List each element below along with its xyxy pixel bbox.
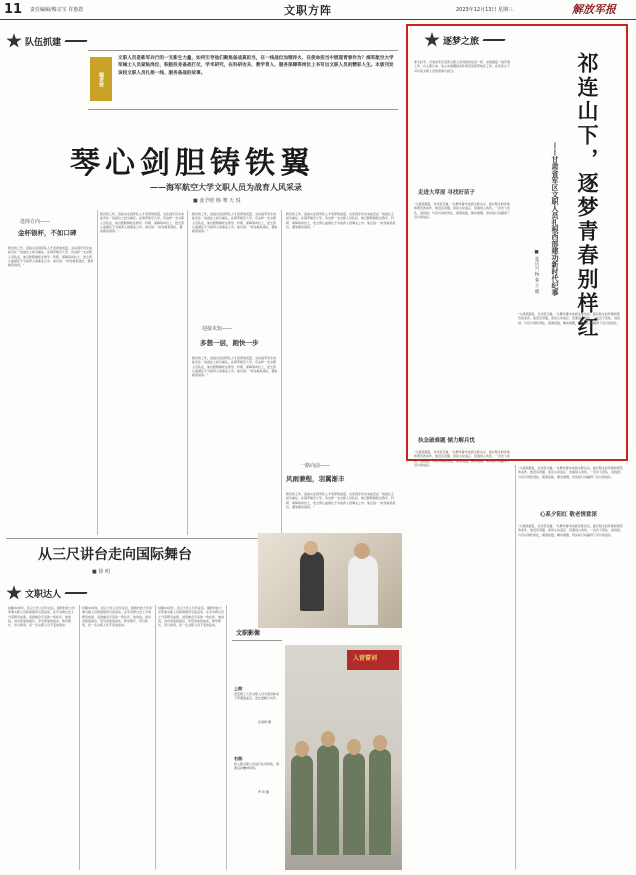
photo-training: 入营誓词	[285, 645, 402, 870]
col4-body-bottom: 教员的工作，直接关系到军队人才培养的质量，关系到学员未来能否在一线战位上担当重任。在海军航空大学，有这样一支文职人员队伍，他们默默耕耘在教学、科研、保障等岗位上，把全部心血倾注于为战育人的事业之中。他们说："讲台就是战位，课堂就是战场。"	[286, 492, 396, 509]
col1-body: 教员的工作，直接关系到军队人才培养的质量，关系到学员未来能否在一线战位上担当重任。在海军航空大学，有这样一支文职人员队伍，他们默默耕耘在教学、科研、保障等岗位上，把全部心血倾注于为战育人的事业之中。他们说："讲台就是战位，课堂就是战场。"	[8, 246, 94, 268]
caption2-text: 新入职文职人员进行队列训练，展现良好精神风貌。	[234, 762, 280, 771]
main-headline: 琴心剑胆铸铁翼	[70, 146, 315, 181]
story2-col3: 时隔30余年，武汉大学人员毕业后，国防科技大学军事文职人员积极组织交流活动，在学术研讨会上分享研究成果，受到参会专家的一致好评。他常说，讲台是他的战位，学员是他的战友，教学相长、学以致用，是一名文职人员不变的追求。	[158, 606, 224, 628]
right-col1-b: "大漠孤烟直，长河落日圆。"从繁华都市来到戈壁边关，面对陌生的环境和艰苦的条件，他没有退缩，而是主动适应、迅速进入角色。一次次下连队、进班排，与官兵同吃同住，摸清底数，解决难题，用实际行动赢得了官兵的信任。	[414, 450, 511, 467]
right-sub3: 心系夕阳红 敬老情意深	[540, 512, 597, 518]
caption2-credit: 罗 阿 摄	[258, 790, 269, 794]
sub2-kicker: 迎接未知——	[202, 326, 233, 332]
story2-col2: 时隔30余年，武汉大学人员毕业后，国防科技大学军事文职人员积极组织交流活动，在学术研讨会上分享研究成果，受到参会专家的一致好评。他常说，讲台是他的战位，学员是他的战友，教学相长、学以致用，是一名文职人员不变的追求。	[82, 606, 152, 628]
right-col2-b: "大漠孤烟直，长河落日圆。"从繁华都市来到戈壁边关，面对陌生的环境和艰苦的条件，他没有退缩，而是主动适应、迅速进入角色。一次次下连队、进班排，与官兵同吃同住，摸清底数，解决难题，用实际行动赢得了官兵的信任。	[518, 466, 624, 479]
right-col2-c: "大漠孤烟直，长河落日圆。"从繁华都市来到戈壁边关，面对陌生的环境和艰苦的条件，他没有退缩，而是主动适应、迅速进入角色。一次次下连队、进班排，与官兵同吃同住，摸清底数，解决难题，用实际行动赢得了官兵的信任。	[518, 524, 624, 537]
right-subheadline: ——甘肃省军区文职人员扎根西部建功新时代纪事	[551, 142, 560, 296]
col4-body-top: 教员的工作，直接关系到军队人才培养的质量，关系到学员未来能否在一线战位上担当重任。在海军航空大学，有这样一支文职人员队伍，他们默默耕耘在教学、科研、保障等岗位上，把全部心血倾注于为战育人的事业之中。他们说："讲台就是战位，课堂就是战场。"	[286, 212, 396, 229]
editor-line: 责任编辑/蔡宗宝 许惠恩	[30, 7, 84, 13]
star-icon	[6, 585, 22, 601]
sub3-title: 风雨兼程，羽翼渐丰	[286, 475, 345, 483]
star-icon	[424, 32, 440, 48]
story2-col1: 时隔30余年，武汉大学人员毕业后，国防科技大学军事文职人员积极组织交流活动，在学术研讨会上分享研究成果，受到参会专家的一致好评。他常说，讲台是他的战位，学员是他的战友，教学相长、学以致用，是一名文职人员不变的追求。	[8, 606, 75, 628]
caption1-credit: 张胡绣 摄	[258, 720, 271, 724]
byline: ■ 姜予晗 杨 骞 天 悦	[193, 198, 241, 204]
soldier-4	[369, 749, 391, 855]
right-headline: 祁连山下，逐梦青春别样红	[575, 52, 600, 340]
story2-byline: ■ 徐 明	[92, 569, 110, 575]
right-col1-a: "大漠孤烟直，长河落日圆。"从繁华都市来到戈壁边关，面对陌生的环境和艰苦的条件，他没有退缩，而是主动适应、迅速进入角色。一次次下连队、进班排，与官兵同吃同住，摸清底数，解决难题，用实际行动赢得了官兵的信任。	[414, 202, 511, 219]
page-number: 11	[4, 2, 23, 17]
intro-text: 文职人员是新军兵行的一支新生力量，如何引导他们聚焦备战真担当，在一线战位加钢淬火、在使命担当中展现青春作为？海军航空大学军械士人员紧贴岗位，积极投身备战打仗、学术研究，在科研攻关、教学育人、服务保障等岗位上书写出文职人员的精彩人生。本版刊发该校文职人员扎根一线、服务备战的故事。	[118, 56, 394, 76]
section-tag-dream: 逐梦之旅	[424, 32, 505, 48]
caption2-title: 右图：	[234, 756, 246, 761]
photo-blood-pressure	[258, 533, 402, 628]
soldier-2	[317, 745, 339, 855]
sub-headline: ——海军航空大学文职人员为战育人风采录	[150, 182, 302, 192]
section-tag-team: 队伍抓建	[6, 33, 87, 49]
story2-headline: 从三尺讲台走向国际舞台	[38, 547, 192, 563]
right-intro: 寒冬时节，甘肃省军区某部文职人员刘某如往常一样，来到基层一线开展工作。自入职以来，他主动请缨到条件艰苦的西部地区工作，在祁连山下书写着文职人员的青春与担当。	[414, 60, 511, 73]
star-icon	[6, 33, 22, 49]
page-header	[0, 0, 636, 20]
header-rule	[0, 19, 636, 20]
sub1-title: 金杯银杯，不如口碑	[18, 229, 77, 237]
editor-note-badge: 编者按	[90, 57, 112, 101]
right-sub2: 执念破难题 倾力解兵忧	[418, 438, 475, 444]
caption1-text: 西安理工大学文职人员为离退休老干部测量血压，送去温暖与关怀。	[234, 692, 280, 701]
intro-box	[88, 50, 398, 110]
caption1-title: 上图：	[234, 686, 246, 691]
col3-body-top: 教员的工作，直接关系到军队人才培养的质量，关系到学员未来能否在一线战位上担当重任。在海军航空大学，有这样一支文职人员队伍，他们默默耕耘在教学、科研、保障等岗位上，把全部心血倾注于为战育人的事业之中。他们说："讲台就是战位，课堂就是战场。"	[192, 212, 278, 234]
section-tag-talent: 文职达人	[6, 585, 87, 601]
sub2-title: 多想一层，跑快一步	[200, 339, 259, 347]
soldier-1	[291, 755, 313, 855]
right-sub1: 走进大草原 寻找好苗子	[418, 190, 475, 196]
masthead-logo: 解放军报	[572, 3, 616, 16]
right-col2-a: "大漠孤烟直，长河落日圆。"从繁华都市来到戈壁边关，面对陌生的环境和艰苦的条件，他没有退缩，而是主动适应、迅速进入角色。一次次下连队、进班排，与官兵同吃同住，摸清底数，解决难题，用实际行动赢得了官兵的信任。	[518, 312, 621, 325]
photo-person-1	[300, 551, 324, 611]
soldier-3	[343, 753, 365, 855]
col2-body: 教员的工作，直接关系到军队人才培养的质量，关系到学员未来能否在一线战位上担当重任。在海军航空大学，有这样一支文职人员队伍，他们默默耕耘在教学、科研、保障等岗位上，把全部心血倾注于为战育人的事业之中。他们说："讲台就是战位，课堂就是战场。"	[100, 212, 184, 234]
right-byline: ■ 张庆兴 杨 春 王 晓	[534, 250, 539, 294]
sub3-kicker: 一路向前——	[300, 463, 331, 469]
date-line: 2023年12月13日 星期三	[456, 7, 514, 13]
section-title: 文职方阵	[284, 4, 332, 17]
photo-section-title: 文职影像	[236, 630, 261, 637]
col3-body-bottom: 教员的工作，直接关系到军队人才培养的质量，关系到学员未来能否在一线战位上担当重任。在海军航空大学，有这样一支文职人员队伍，他们默默耕耘在教学、科研、保障等岗位上，把全部心血倾注于为战育人的事业之中。他们说："讲台就是战位，课堂就是战场。"	[192, 356, 278, 378]
sub1-kicker: 选择方向——	[20, 219, 51, 225]
photo-person-2	[348, 555, 378, 625]
